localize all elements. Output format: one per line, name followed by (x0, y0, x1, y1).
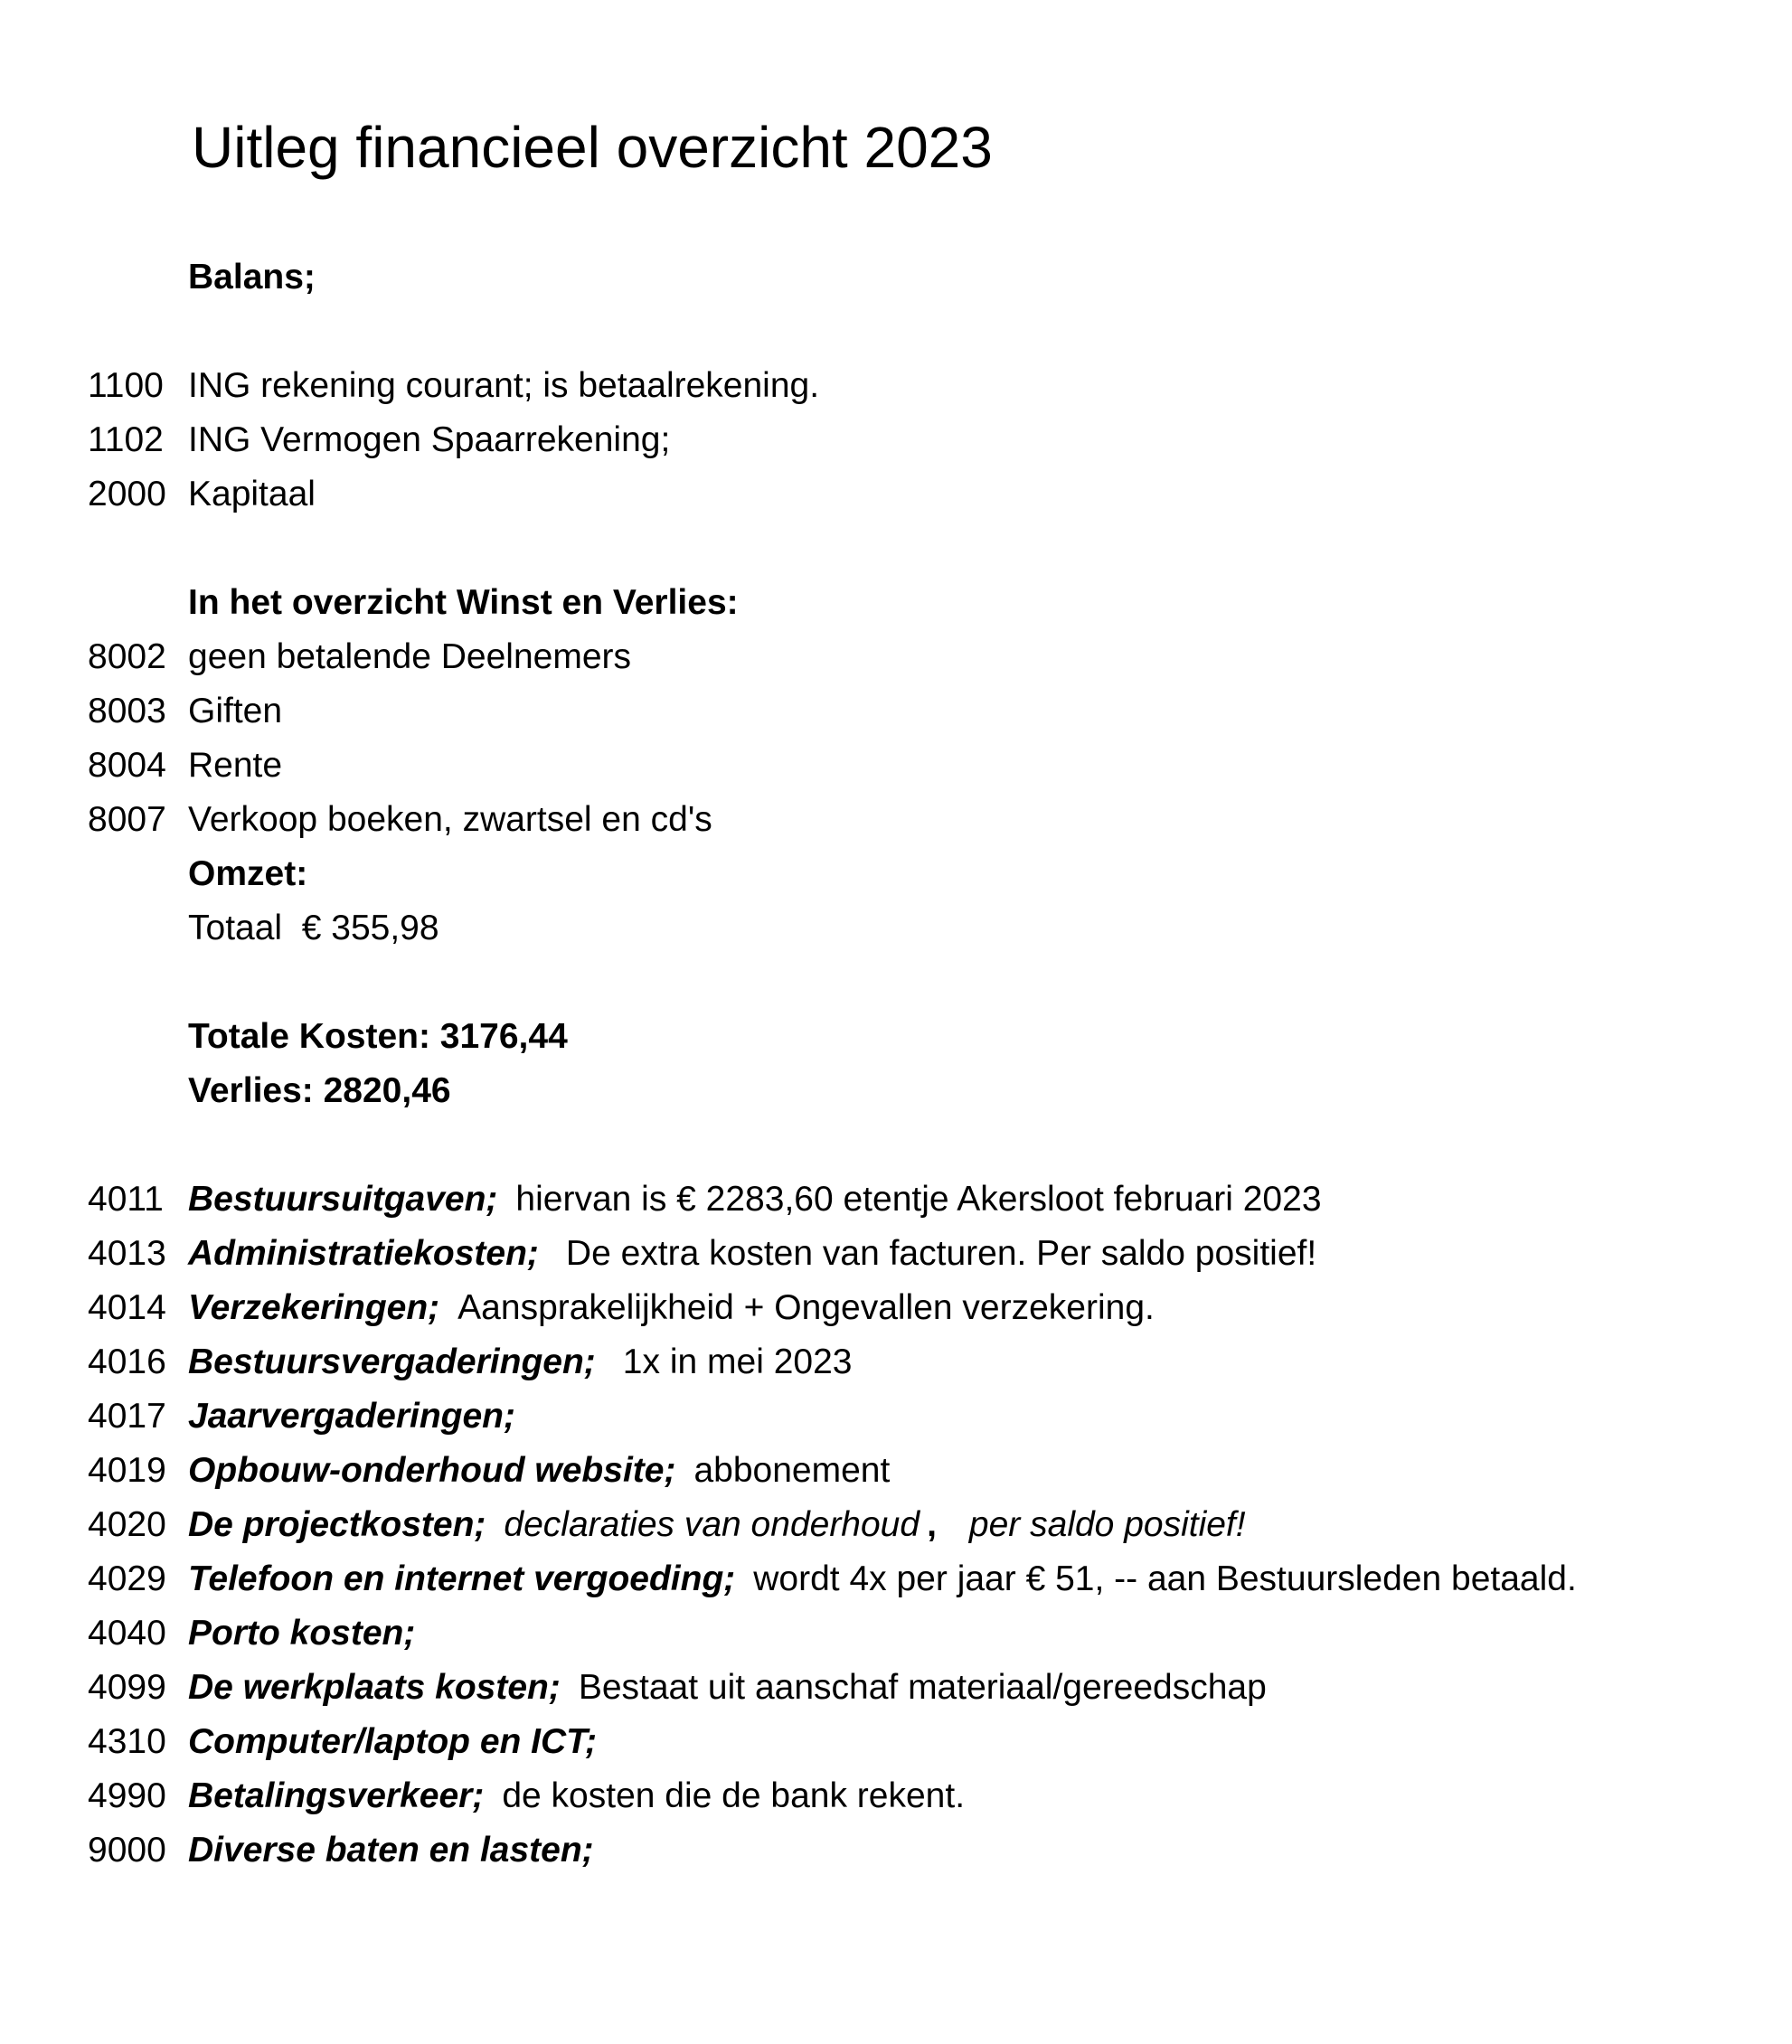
account-text: geen betalende Deelnemers (188, 637, 632, 676)
account-text: ING Vermogen Spaarrekening; (188, 420, 671, 459)
cost-desc-comma: , (927, 1505, 937, 1544)
cost-desc: hiervan is € 2283,60 etentje Akersloot februari 2023 (515, 1180, 1322, 1219)
page-title: Uitleg financieel overzicht 2023 (192, 115, 993, 180)
cost-desc: abbonement (693, 1451, 891, 1490)
account-code: 4016 (88, 1342, 166, 1381)
cost-label: Opbouw-onderhoud website; (188, 1451, 676, 1490)
cost-label: Bestuursvergaderingen; (188, 1342, 596, 1381)
cost-label: Diverse baten en lasten; (188, 1831, 594, 1870)
balans-heading: Balans; (188, 258, 316, 297)
account-text: ING rekening courant; is betaalrekening. (188, 366, 820, 405)
account-code: 4310 (88, 1722, 166, 1761)
verlies: Verlies: 2820,46 (188, 1071, 451, 1110)
cost-desc: de kosten die de bank rekent. (502, 1776, 966, 1815)
account-text: Verkoop boeken, zwartsel en cd's (188, 800, 712, 839)
cost-desc: De extra kosten van facturen. Per saldo positief! (565, 1234, 1317, 1273)
account-code: 8004 (88, 746, 166, 785)
account-code: 1100 (88, 366, 164, 405)
winst-verlies-heading: In het overzicht Winst en Verlies: (188, 583, 739, 622)
account-code: 9000 (88, 1831, 166, 1870)
omzet-heading: Omzet: (188, 854, 308, 893)
account-code: 4029 (88, 1559, 166, 1598)
cost-label: Porto kosten; (188, 1614, 416, 1653)
cost-desc: wordt 4x per jaar € 51, -- aan Bestuursleden betaald. (753, 1559, 1577, 1598)
account-code: 4099 (88, 1668, 166, 1707)
cost-desc: 1x in mei 2023 (622, 1342, 853, 1381)
cost-label: Computer/laptop en ICT; (188, 1722, 598, 1761)
cost-label: Betalingsverkeer; (188, 1776, 485, 1815)
cost-desc: Bestaat uit aanschaf materiaal/gereedschap (578, 1668, 1267, 1707)
account-code: 8007 (88, 800, 166, 839)
account-text: Kapitaal (188, 475, 316, 513)
cost-label: De projectkosten; (188, 1505, 486, 1544)
cost-label: Telefoon en internet vergoeding; (188, 1559, 736, 1598)
account-code: 4020 (88, 1505, 166, 1544)
account-code: 4014 (88, 1288, 166, 1327)
cost-desc: declaraties van onderhoud (504, 1505, 920, 1544)
account-code: 8002 (88, 637, 166, 676)
account-code: 4040 (88, 1614, 166, 1653)
cost-label: Administratiekosten; (188, 1234, 539, 1273)
cost-label: De werkplaats kosten; (188, 1668, 561, 1707)
cost-label: Jaarvergaderingen; (188, 1397, 515, 1436)
cost-label: Bestuursuitgaven; (188, 1180, 498, 1219)
account-text: Rente (188, 746, 283, 785)
account-code: 2000 (88, 475, 166, 513)
cost-desc: per saldo positief! (968, 1505, 1246, 1544)
cost-desc: Aansprakelijkheid + Ongevallen verzekering. (457, 1288, 1155, 1327)
account-code: 4017 (88, 1397, 166, 1436)
account-code: 8003 (88, 692, 166, 730)
account-code: 4019 (88, 1451, 166, 1490)
account-code: 4990 (88, 1776, 166, 1815)
totale-kosten: Totale Kosten: 3176,44 (188, 1017, 568, 1056)
account-code: 4011 (88, 1180, 164, 1219)
cost-label: Verzekeringen; (188, 1288, 440, 1327)
account-code: 4013 (88, 1234, 166, 1273)
account-code: 1102 (88, 420, 164, 459)
account-text: Giften (188, 692, 283, 730)
omzet-total: Totaal € 355,98 (188, 909, 439, 947)
